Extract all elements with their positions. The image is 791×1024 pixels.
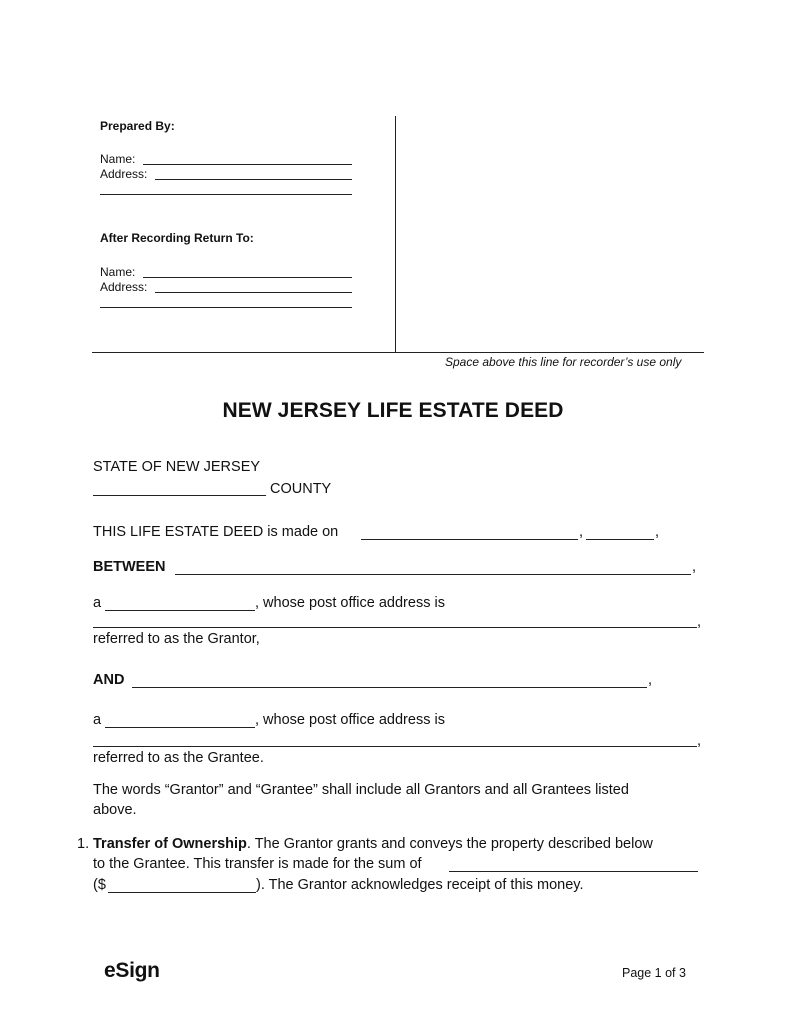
page-title: NEW JERSEY LIFE ESTATE DEED <box>222 399 564 422</box>
esign-logo: eSign <box>104 959 160 982</box>
return-to-heading: After Recording Return To: <box>100 231 254 245</box>
county-field[interactable] <box>93 495 266 496</box>
state-line: STATE OF NEW JERSEY <box>93 459 261 475</box>
return-to-name-label: Name: <box>100 265 136 279</box>
recorder-divider-vertical <box>395 116 396 353</box>
and-label: AND <box>93 672 125 688</box>
return-to-address-label: Address: <box>100 280 148 294</box>
county-label: COUNTY <box>270 481 332 497</box>
section-1-text: . The Grantor grants and conveys the property described below <box>246 836 653 852</box>
grantee-address-field[interactable] <box>93 746 697 747</box>
definitions-line-1: The words “Grantor” and “Grantee” shall include all Grantors and all Grantees listed <box>93 782 629 798</box>
grantor-address-text: , whose post office address is <box>255 595 445 611</box>
section-1-number: 1. <box>77 836 90 852</box>
section-1-line-1 <box>93 836 653 853</box>
grantor-type-field[interactable] <box>105 610 255 611</box>
grantee-address-text: , whose post office address is <box>255 712 445 728</box>
return-to-address-field-2[interactable] <box>100 307 352 308</box>
comma: , <box>697 733 702 749</box>
page-number: Page 1 of 3 <box>622 966 686 980</box>
sum-amount-field[interactable] <box>108 892 256 893</box>
recorder-divider-horizontal <box>92 352 704 353</box>
date-field[interactable] <box>361 539 578 540</box>
grantee-type-field[interactable] <box>105 727 255 728</box>
section-1-heading: Transfer of Ownership <box>93 836 247 852</box>
prepared-by-name-field[interactable] <box>143 164 352 165</box>
prepared-by-address-field-2[interactable] <box>100 194 352 195</box>
grantee-referred: referred to as the Grantee. <box>93 750 264 766</box>
definitions-line-2: above. <box>93 802 137 818</box>
section-1-line-2: to the Grantee. This transfer is made for the sum of <box>93 856 422 872</box>
grantee-a-label: a <box>93 712 102 728</box>
grantor-name-field[interactable] <box>175 574 691 575</box>
return-to-name-field[interactable] <box>143 277 352 278</box>
comma: , <box>648 672 653 688</box>
between-label: BETWEEN <box>93 559 166 575</box>
comma: , <box>579 524 584 540</box>
prepared-by-address-field[interactable] <box>155 179 352 180</box>
grantor-a-label: a <box>93 595 102 611</box>
prepared-by-heading: Prepared By: <box>100 119 175 133</box>
grantor-referred: referred to as the Grantor, <box>93 631 260 647</box>
comma: , <box>655 524 660 540</box>
grantee-name-field[interactable] <box>132 687 647 688</box>
return-to-address-field[interactable] <box>155 292 352 293</box>
section-1-dollar-prefix: ($ <box>93 877 106 893</box>
comma: , <box>697 614 702 630</box>
sum-words-field[interactable] <box>449 871 698 872</box>
grantor-address-field[interactable] <box>93 627 697 628</box>
recorder-note: Space above this line for recorder’s use only <box>445 355 682 369</box>
year-field[interactable] <box>586 539 654 540</box>
made-on-text: THIS LIFE ESTATE DEED is made on <box>93 524 339 540</box>
prepared-by-name-label: Name: <box>100 152 136 166</box>
prepared-by-address-label: Address: <box>100 167 148 181</box>
comma: , <box>692 559 697 575</box>
section-1-line-3: ). The Grantor acknowledges receipt of this money. <box>256 877 584 893</box>
